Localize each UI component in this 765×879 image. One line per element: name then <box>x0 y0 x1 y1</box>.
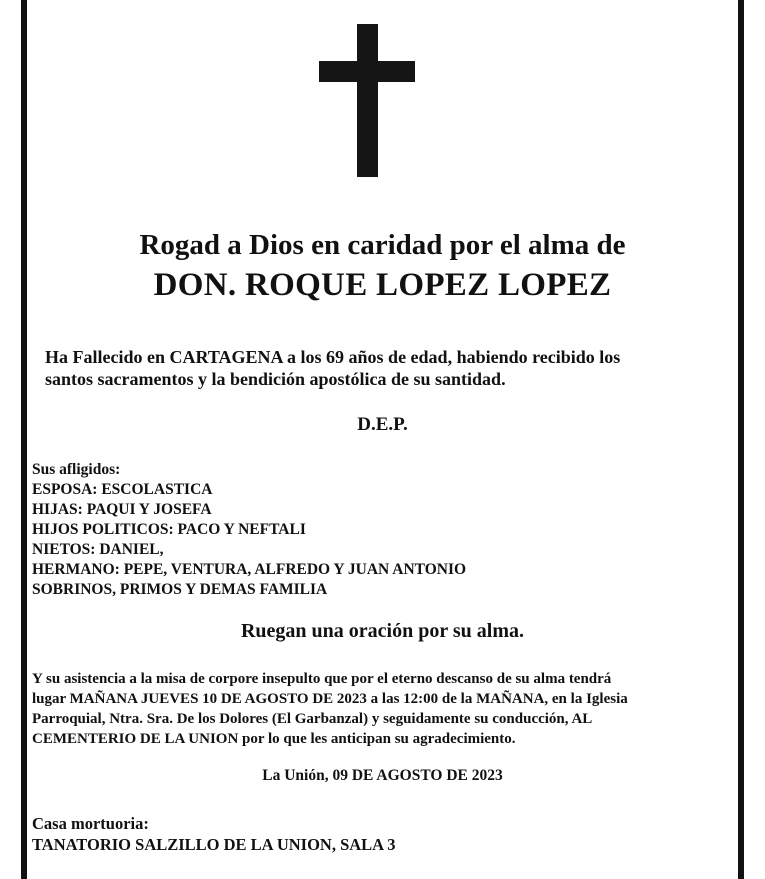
mass-line: CEMENTERIO DE LA UNION por lo que les anticipan su agradecimiento. <box>32 731 516 747</box>
mass-line: lugar MAÑANA JUEVES 10 DE AGOSTO DE 2023 a las 12:00 de la MAÑANA, en la Iglesia <box>32 691 628 707</box>
mourners-title: Sus afligidos: <box>32 461 121 478</box>
mourners-list <box>32 460 466 600</box>
mortuary-value: TANATORIO SALZILLO DE LA UNION, SALA 3 <box>32 835 396 854</box>
intro-line: santos sacramentos y la bendición apostólica de su santidad. <box>45 369 506 389</box>
rest-in-peace-text: D.E.P. <box>357 414 408 435</box>
mass-line: Parroquial, Ntra. Sra. De los Dolores (El Garbanzal) y seguidamente su conducción, AL <box>32 711 593 727</box>
intro-line: Ha Fallecido en CARTAGENA a los 69 años de edad, habiendo recibido los <box>45 347 621 367</box>
right-border-line <box>738 0 744 879</box>
mass-announcement <box>32 669 720 749</box>
mourner-line: HERMANO: PEPE, VENTURA, ALFREDO Y JUAN ANTONIO <box>32 561 467 578</box>
mourner-line: ESPOSA: ESCOLASTICA <box>32 481 213 498</box>
page-heading: Rogad a Dios en caridad por el alma de <box>139 229 626 261</box>
mortuary-label: Casa mortuoria: <box>32 814 149 833</box>
mourner-line: SOBRINOS, PRIMOS Y DEMAS FAMILIA <box>32 581 328 598</box>
cross-vertical-bar <box>357 24 378 177</box>
mass-line: Y su asistencia a la misa de corpore insepulto que por el eterno descanso de su alma tendrá <box>32 671 612 687</box>
cross-icon <box>319 24 415 177</box>
mortuary-info <box>32 813 396 855</box>
death-announcement <box>45 346 620 390</box>
cross-horizontal-bar <box>319 61 415 82</box>
deceased-name: DON. ROQUE LOPEZ LOPEZ <box>153 267 612 303</box>
left-border-line <box>21 0 27 879</box>
mourner-line: HIJOS POLITICOS: PACO Y NEFTALI <box>32 521 306 538</box>
prayer-request: Ruegan una oración por su alma. <box>240 620 524 642</box>
place-and-date: La Unión, 09 DE AGOSTO DE 2023 <box>262 767 503 784</box>
mourner-line: HIJAS: PAQUI Y JOSEFA <box>32 501 212 518</box>
mourner-line: NIETOS: DANIEL, <box>32 541 164 558</box>
